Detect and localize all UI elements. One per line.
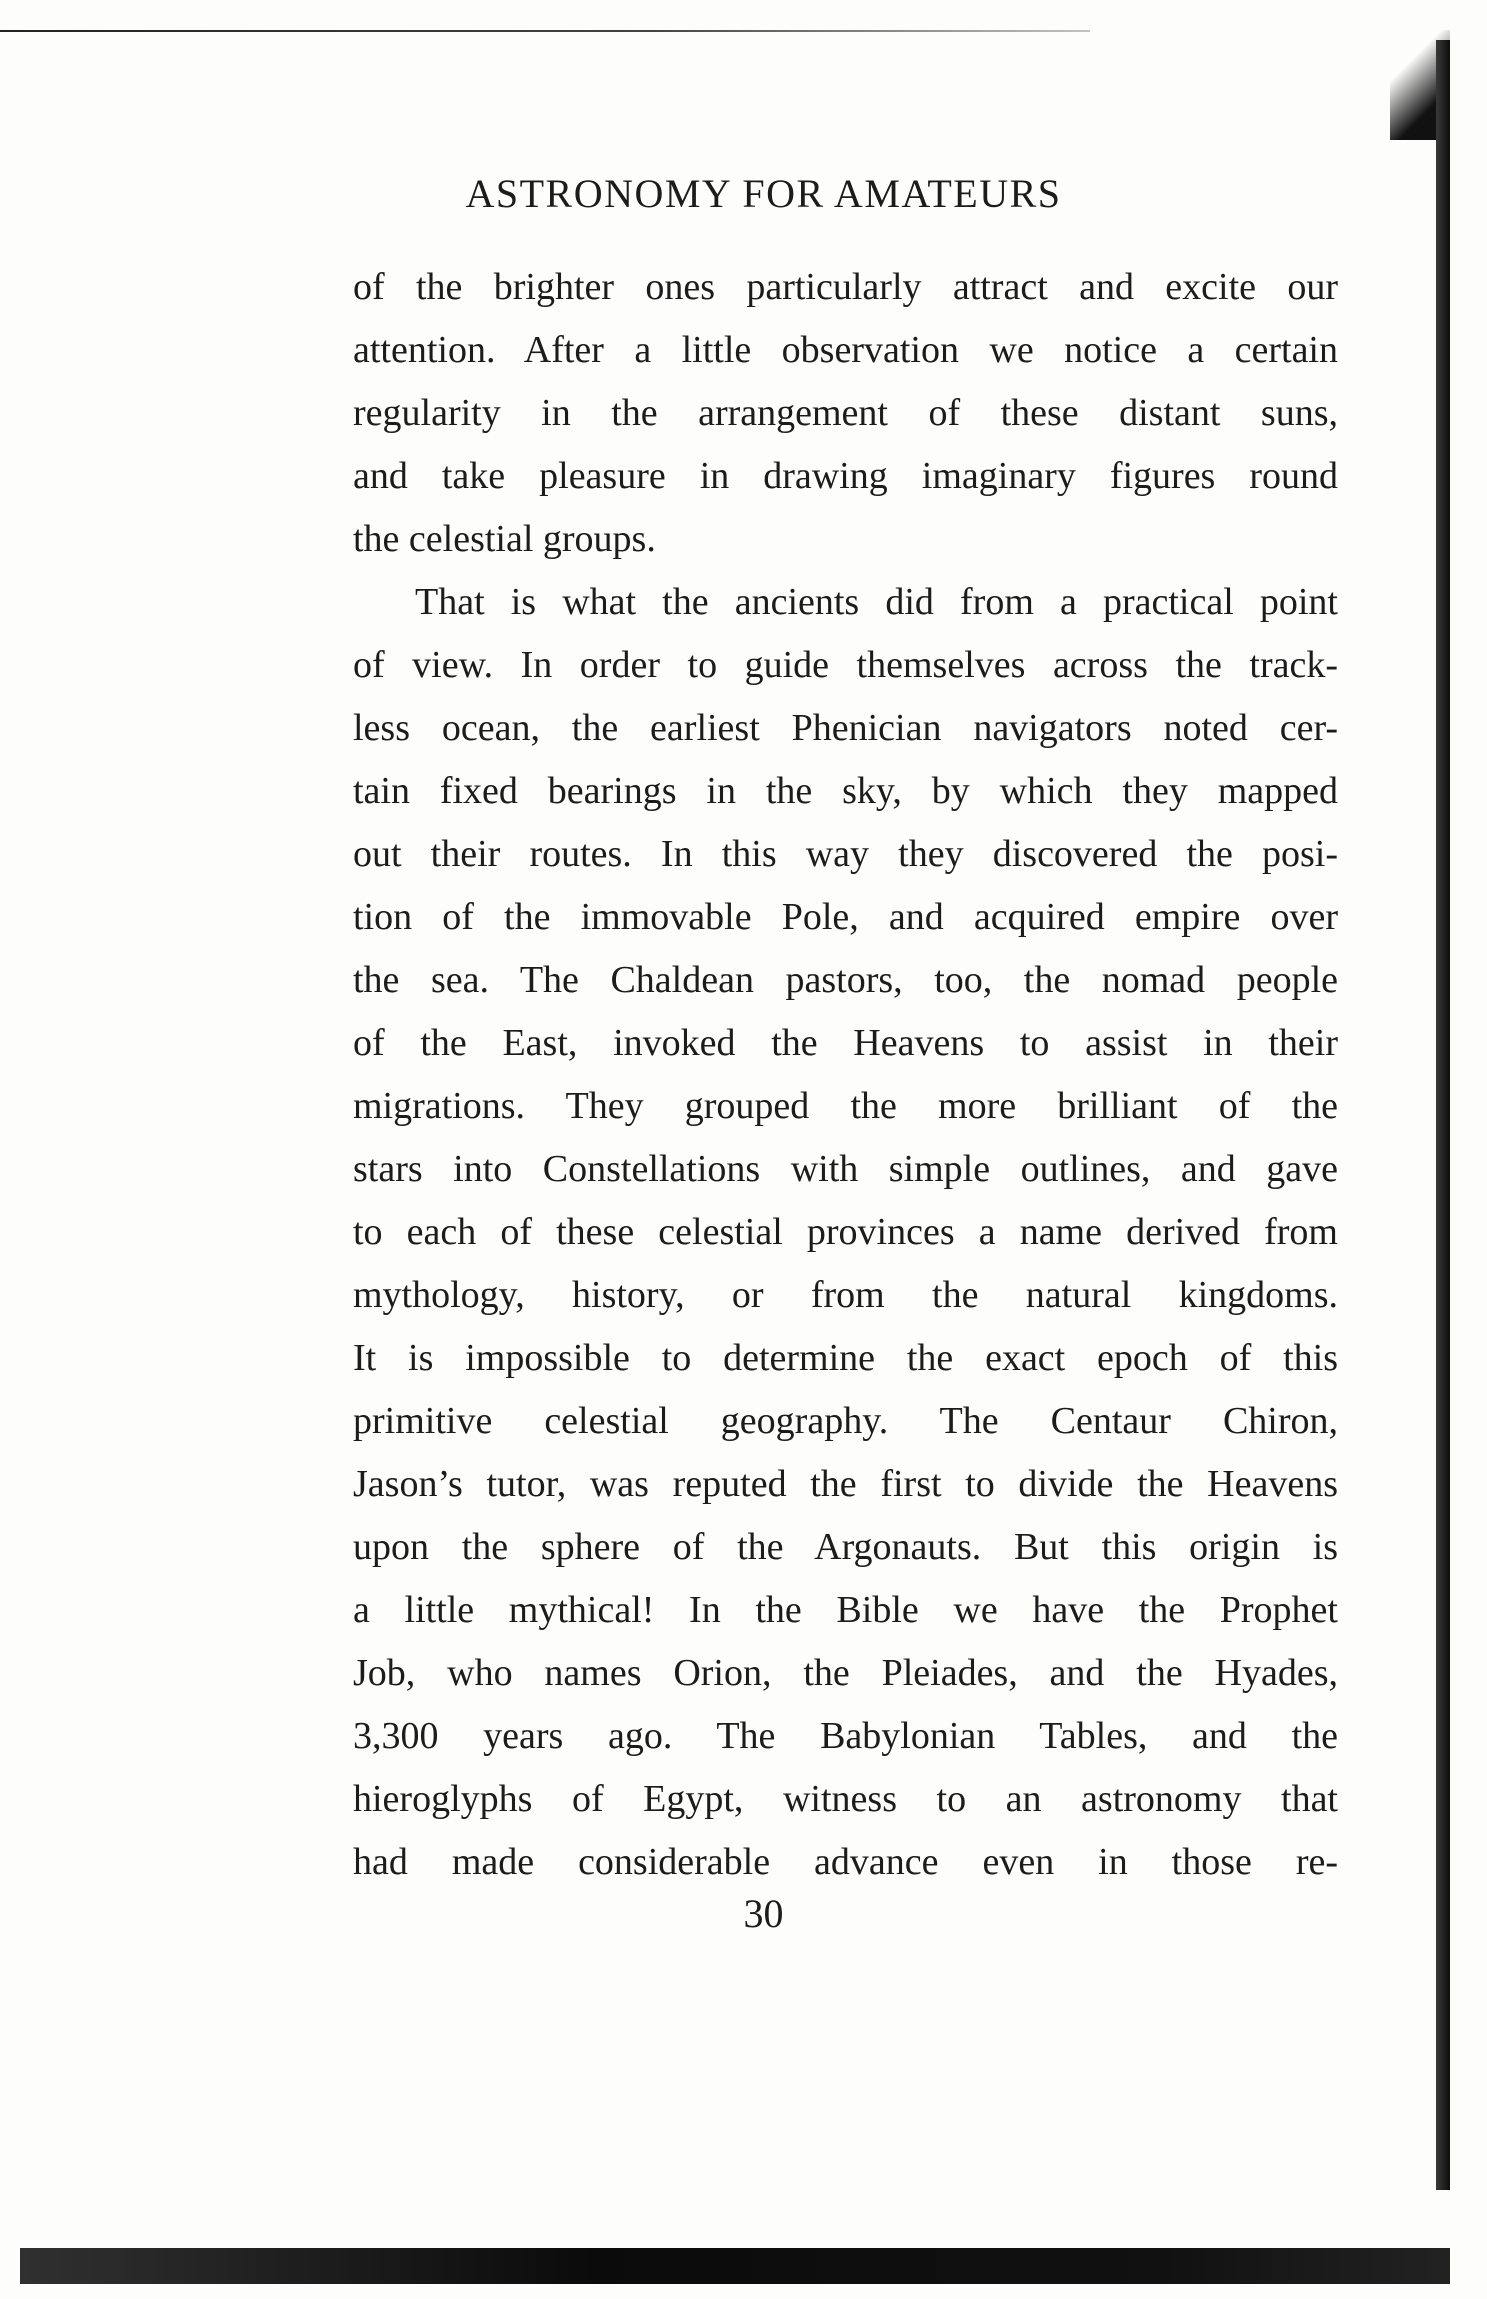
scan-right-edge <box>1436 40 1450 2190</box>
text-line: the sea. The Chaldean pastors, too, the nomad people <box>353 959 1338 1001</box>
text-line: less ocean, the earliest Phenician navigators noted cer- <box>353 707 1338 749</box>
text-line: It is impossible to determine the exact epoch of this <box>353 1337 1338 1379</box>
text-line: to each of these celestial provinces a name derived from <box>353 1211 1338 1253</box>
text-line: stars into Constellations with simple outlines, and gave <box>353 1148 1338 1190</box>
text-line: tion of the immovable Pole, and acquired empire over <box>353 896 1338 938</box>
scan-bottom-bar <box>20 2248 1450 2284</box>
text-line: Job, who names Orion, the Pleiades, and the Hyades, <box>353 1652 1338 1694</box>
page-number: 30 <box>743 1891 784 1936</box>
text-line: of the brighter ones particularly attract and excite our <box>353 266 1338 308</box>
body-text <box>353 256 1338 1894</box>
text-line: regularity in the arrangement of these distant suns, <box>353 392 1338 434</box>
text-line: 3,300 years ago. The Babylonian Tables, and the <box>353 1715 1338 1757</box>
text-line: That is what the ancients did from a practical point <box>415 581 1338 623</box>
text-line: hieroglyphs of Egypt, witness to an astronomy that <box>353 1778 1338 1820</box>
text-line: out their routes. In this way they discovered the posi- <box>353 833 1338 875</box>
text-line: a little mythical! In the Bible we have the Prophet <box>353 1589 1338 1631</box>
text-line: and take pleasure in drawing imaginary figures round <box>353 455 1338 497</box>
text-line: migrations. They grouped the more brilliant of the <box>353 1085 1338 1127</box>
text-line: primitive celestial geography. The Centaur Chiron, <box>353 1400 1338 1442</box>
running-head: ASTRONOMY FOR AMATEURS <box>465 171 1062 216</box>
text-line: of the East, invoked the Heavens to assist in their <box>353 1022 1338 1064</box>
text-line: the celestial groups. <box>353 518 656 560</box>
text-line: had made considerable advance even in those re- <box>353 1841 1338 1883</box>
text-line: tain fixed bearings in the sky, by which they mapped <box>353 770 1338 812</box>
scan-top-rule <box>0 30 1090 32</box>
text-line: of view. In order to guide themselves across the track- <box>353 644 1338 686</box>
text-line: Jason’s tutor, was reputed the first to divide the Heavens <box>353 1463 1338 1505</box>
text-line: upon the sphere of the Argonauts. But this origin is <box>353 1526 1338 1568</box>
text-line: mythology, history, or from the natural kingdoms. <box>353 1274 1338 1316</box>
text-line: attention. After a little observation we notice a certain <box>353 329 1338 371</box>
